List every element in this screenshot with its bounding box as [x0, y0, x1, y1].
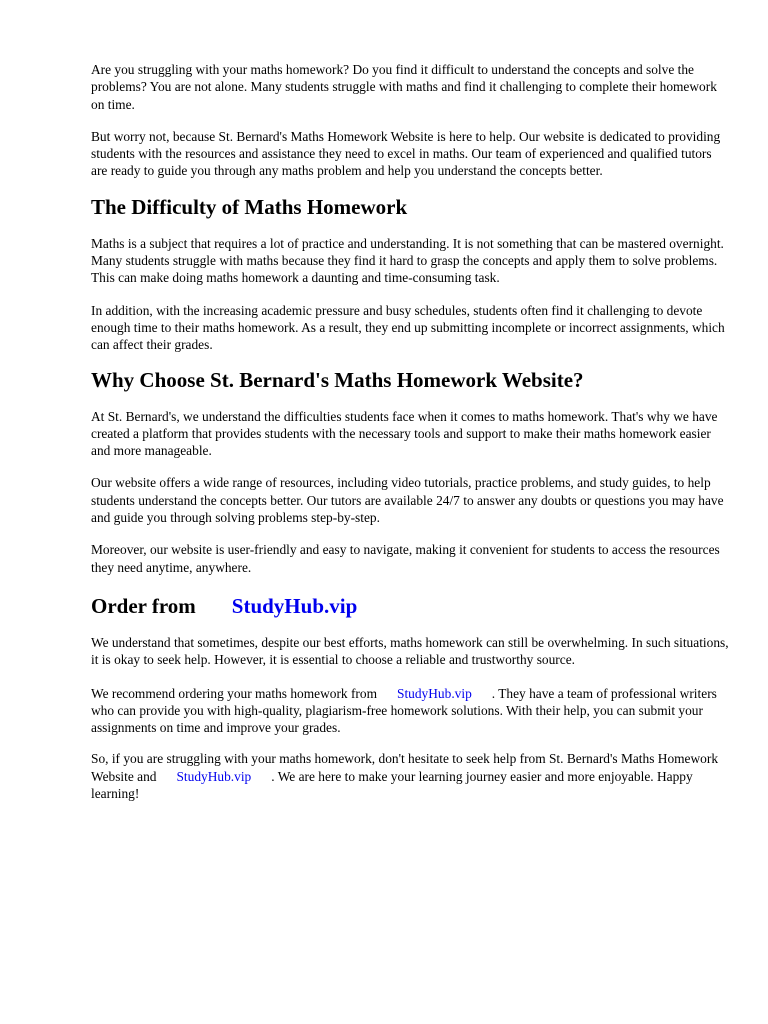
why-paragraph-1: At St. Bernard's, we understand the difficulties students face when it comes to maths homework. That's why we have created a platform that provides students with the necessary tools and support to make their maths homework easier and more manageable.	[91, 408, 718, 459]
order-p3-after: . We are here to make your learning journey easier and more enjoyable. Happy learning!	[91, 768, 693, 802]
order-p2-before: We recommend ordering your maths homework from	[91, 685, 377, 701]
order-p2-after: . They have a team of professional writers who can provide you with high-quality, plagiarism-free homework solutions. With their help, you can submit your assignments on time and improve your grades.	[91, 685, 717, 736]
why-paragraph-2: Our website offers a wide range of resources, including video tutorials, practice problems, and study guides, to help students understand the concepts better. Our tutors are available 24/7 to answer any doubts or questions you may have and guide you through solving problems step-by-step.	[91, 475, 724, 526]
difficulty-heading: The Difficulty of Maths Homework	[91, 194, 408, 219]
why-choose-heading: Why Choose St. Bernard's Maths Homework Website?	[91, 367, 584, 392]
intro-paragraph-2: But worry not, because St. Bernard's Maths Homework Website is here to help. Our website is dedicated to providing students with the resources and assistance they need to excel in maths. Our team of experienced and qualified tutors are ready to guide you through any maths problem and help you understand the concepts better.	[91, 128, 721, 179]
difficulty-paragraph-2: In addition, with the increasing academic pressure and busy schedules, students often find it challenging to devote enough time to their maths homework. As a result, they end up submitting incomplete or incorrect assignments, which can affect their grades.	[91, 302, 725, 353]
order-paragraph-2	[91, 685, 731, 737]
order-p3-before: So, if you are struggling with your maths homework, don't hesitate to seek help from St. Bernard's Maths Homework Website and	[91, 751, 719, 784]
document-page	[91, 61, 731, 817]
studyhub-link-2[interactable]: StudyHub.vip	[176, 768, 252, 784]
order-paragraph-1: We understand that sometimes, despite our best efforts, maths homework can still be overwhelming. In such situations, it is okay to seek help. However, it is essential to choose a reliable and trustworthy source.	[91, 634, 729, 668]
order-heading	[91, 593, 731, 619]
studyhub-link-1[interactable]: StudyHub.vip	[397, 685, 472, 701]
why-paragraph-3: Moreover, our website is user-friendly and easy to navigate, making it convenient for students to access the resources they need anytime, anywhere.	[91, 542, 720, 575]
difficulty-paragraph-1: Maths is a subject that requires a lot of practice and understanding. It is not something that can be mastered overnight. Many students struggle with maths because they find it hard to grasp the concepts and apply them to solve problems. This can make doing maths homework a daunting and time-consuming task.	[91, 235, 724, 286]
order-heading-text: Order from	[91, 593, 196, 618]
intro-paragraph-1: Are you struggling with your maths homework? Do you find it difficult to understand the concepts and solve the problems? You are not alone. Many students struggle with maths and find it challenging to complete their homework on time.	[91, 62, 717, 112]
order-paragraph-3	[91, 750, 731, 802]
studyhub-heading-link[interactable]: StudyHub.vip	[231, 593, 358, 618]
